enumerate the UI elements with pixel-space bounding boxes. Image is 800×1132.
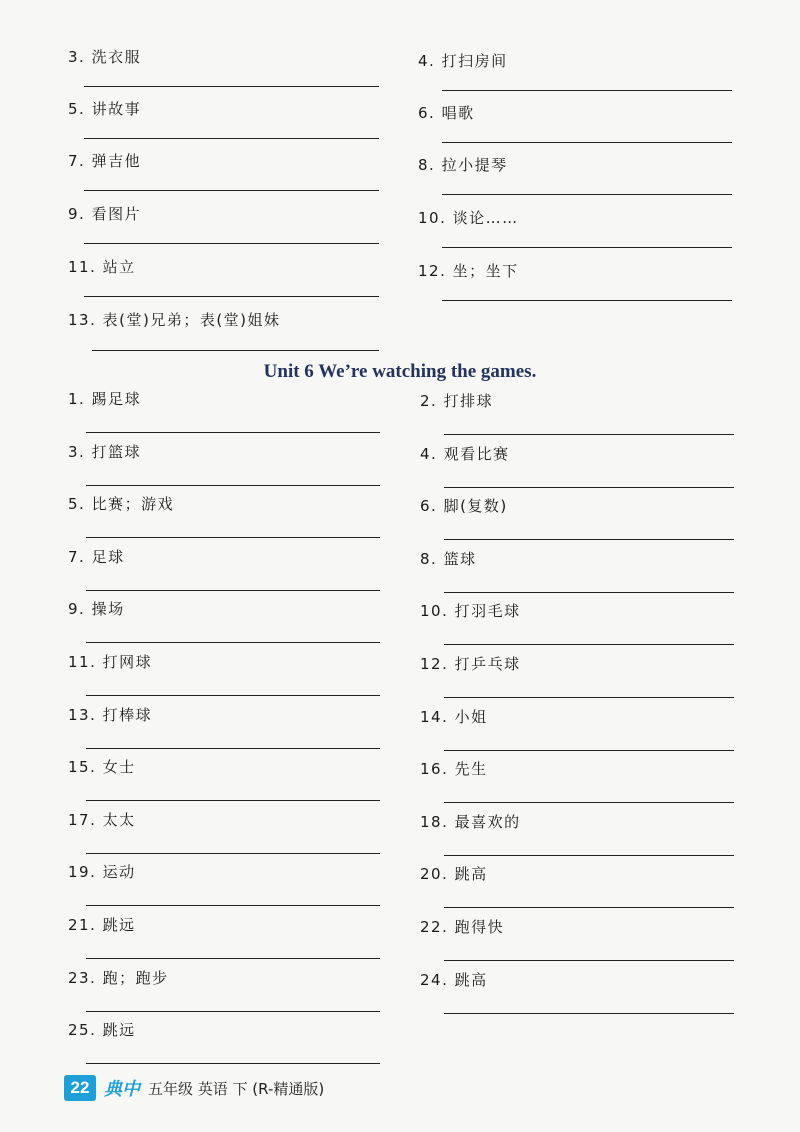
unit6-label: 18. 最喜欢的 [420,812,521,831]
answer-line[interactable] [444,750,734,751]
unit6-item [420,443,734,487]
answer-line[interactable] [442,90,732,91]
answer-line[interactable] [84,190,379,191]
unit6-label: 21. 跳远 [68,916,136,934]
answer-line[interactable] [86,1011,380,1012]
answer-line[interactable] [444,1013,734,1014]
unit6-label: 10. 打羽毛球 [420,602,521,621]
unit6-item [420,390,734,434]
unit6-label: 24. 跳高 [420,970,488,989]
vocab-top-item [68,46,379,90]
answer-line[interactable] [86,853,380,854]
unit6-item [68,756,380,800]
answer-line[interactable] [86,1063,380,1064]
answer-line[interactable] [444,697,734,698]
answer-line[interactable] [442,142,732,143]
unit6-item [68,598,380,642]
vocab-top-label: 9. 看图片 [68,205,142,223]
vocab-top-item [68,256,379,300]
answer-line[interactable] [444,960,734,961]
unit6-label: 8. 篮球 [420,549,477,568]
answer-line[interactable] [86,485,380,486]
unit6-item [420,811,734,855]
unit6-label: 7. 足球 [68,547,125,566]
unit6-item [420,706,734,750]
unit6-label: 15. 女士 [68,758,136,777]
vocab-top-label: 11. 站立 [68,258,136,276]
vocab-top-label: 5. 讲故事 [68,100,142,118]
unit6-label: 1. 踢足球 [68,390,142,408]
answer-line[interactable] [86,590,380,591]
unit-6-title: Unit 6 We’re watching the games. [263,361,537,382]
unit6-item [420,495,734,539]
answer-line[interactable] [86,642,380,643]
unit6-label: 4. 观看比赛 [420,444,510,463]
vocab-top-item [68,309,379,353]
unit6-label: 5. 比赛；游戏 [68,495,175,514]
unit6-item [420,758,734,802]
vocab-top-item [418,102,732,146]
unit6-item [420,969,734,1013]
vocab-top-label: 8. 拉小提琴 [418,156,508,174]
answer-line[interactable] [84,296,379,297]
vocab-top-item [418,260,732,304]
unit6-item [68,914,380,958]
answer-line[interactable] [86,800,380,801]
unit6-label: 16. 先生 [420,760,488,779]
page-number: 22 [64,1075,96,1101]
answer-line[interactable] [444,802,734,803]
vocab-top-label: 12. 坐；坐下 [418,262,519,280]
unit6-label: 17. 太太 [68,810,136,829]
vocab-top-item [418,154,732,198]
unit6-item [68,546,380,590]
unit6-label: 14. 小姐 [420,707,488,726]
answer-line[interactable] [444,539,734,540]
unit6-item [420,548,734,592]
unit6-label: 9. 操场 [68,600,125,619]
unit6-label: 23. 跑；跑步 [68,968,169,987]
page-footer [64,1074,324,1102]
vocab-top-item [418,207,732,251]
answer-line[interactable] [442,300,732,301]
answer-line[interactable] [84,243,379,244]
vocab-top-label: 7. 弹吉他 [68,152,142,170]
answer-line[interactable] [86,748,380,749]
answer-line[interactable] [444,592,734,593]
unit6-label: 2. 打排球 [420,392,494,410]
unit6-item [68,1019,380,1063]
answer-line[interactable] [442,194,732,195]
vocab-top-item [68,150,379,194]
vocab-top-label: 13. 表(堂)兄弟；表(堂)姐妹 [68,311,281,329]
unit6-item [420,653,734,697]
answer-line[interactable] [86,432,380,433]
vocab-top-label: 6. 唱歌 [418,104,475,122]
unit6-item [68,861,380,905]
answer-line[interactable] [86,905,380,906]
unit6-label: 6. 脚(复数) [420,497,508,516]
answer-line[interactable] [86,537,380,538]
book-title: 五年级 英语 下 (R-精通版) [148,1079,325,1098]
answer-line[interactable] [444,907,734,908]
unit6-label: 13. 打棒球 [68,705,153,724]
unit6-label: 11. 打网球 [68,653,153,671]
unit6-item [420,863,734,907]
answer-line[interactable] [92,350,379,351]
vocab-top-label: 4. 打扫房间 [418,52,508,70]
unit6-item [68,493,380,537]
answer-line[interactable] [444,644,734,645]
unit6-label: 19. 运动 [68,863,136,882]
answer-line[interactable] [86,695,380,696]
answer-line[interactable] [84,86,379,87]
answer-line[interactable] [86,958,380,959]
vocab-top-item [418,50,732,94]
answer-line[interactable] [444,434,734,435]
vocab-top-item [68,98,379,142]
answer-line[interactable] [84,138,379,139]
unit6-item [420,916,734,960]
unit6-item [68,704,380,748]
vocab-top-item [68,203,379,247]
unit6-item [68,809,380,853]
unit6-label: 25. 跳远 [68,1021,136,1040]
answer-line[interactable] [444,487,734,488]
unit6-label: 3. 打篮球 [68,442,142,461]
unit6-label: 22. 跑得快 [420,918,505,936]
answer-line[interactable] [444,855,734,856]
unit6-item [68,651,380,695]
unit6-item [420,600,734,644]
vocab-top-label: 10. 谈论…… [418,209,519,227]
vocab-top-label: 3. 洗衣服 [68,48,142,66]
unit6-label: 12. 打乒乓球 [420,655,521,673]
unit6-item [68,441,380,485]
unit6-label: 20. 跳高 [420,865,488,884]
brand-logo: 典中 [104,1079,140,1100]
unit6-item [68,967,380,1011]
answer-line[interactable] [442,247,732,248]
unit6-item [68,388,380,432]
